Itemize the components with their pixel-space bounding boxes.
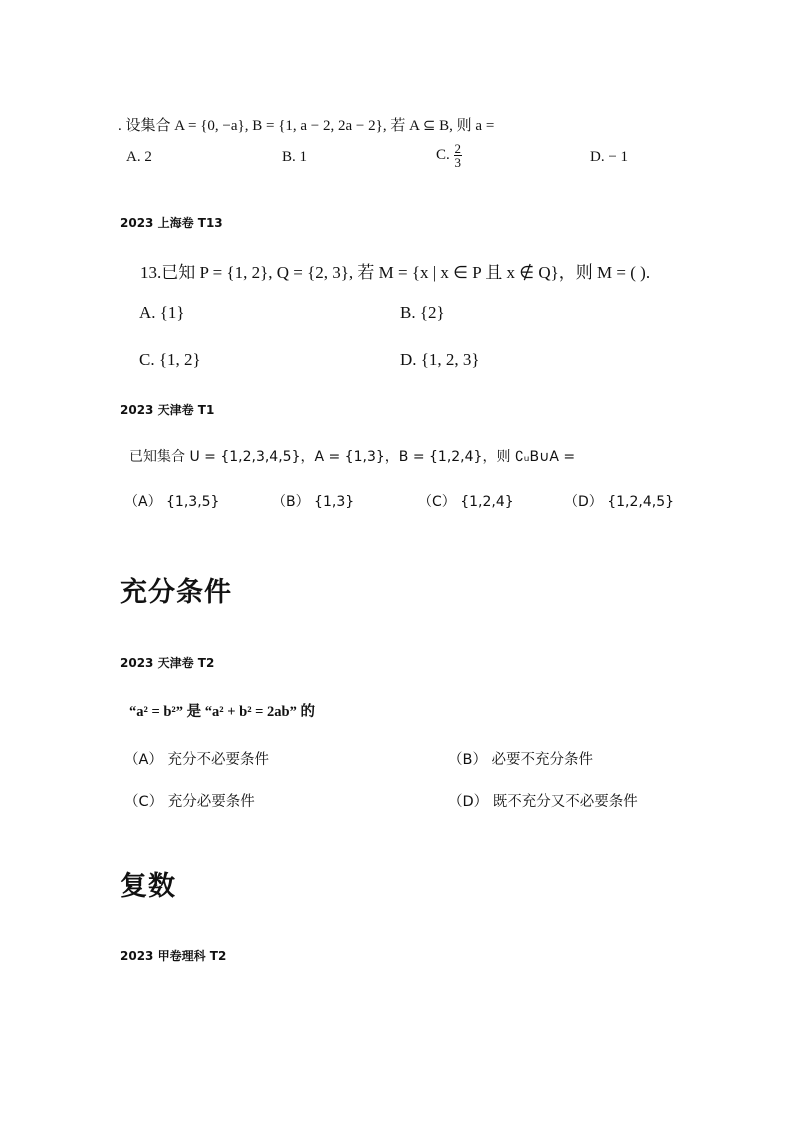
option-d: D. {1, 2, 3} <box>400 350 480 369</box>
option-b: B. {2} <box>400 303 445 322</box>
section-title: 复数 <box>120 871 176 902</box>
question-stem: 13.已知 P = {1, 2}, Q = {2, 3}, 若 M = {x | x ∈ P 且 x ∉ Q}，则 M = ( ). <box>140 263 651 282</box>
section-label: 2023 上海卷 T13 <box>120 216 223 230</box>
option-a: A. {1} <box>139 303 185 322</box>
question-stem: 已知集合 U = {1,2,3,4,5}，A = {1,3}，B = {1,2,4}，则 ∁ᵤB∪A = <box>129 449 576 465</box>
option-b: B. 1 <box>282 149 308 165</box>
option-a: （A） 充分不必要条件 <box>124 752 270 768</box>
fraction-denominator: 3 <box>454 155 462 170</box>
option-c: C. {1, 2} <box>139 350 201 369</box>
option-a: A. 2 <box>126 149 152 165</box>
section-title: 充分条件 <box>120 577 232 608</box>
question-stem: . 设集合 A = {0, −a}, B = {1, a − 2, 2a − 2}, 若 A ⊆ B, 则 a = <box>118 118 495 134</box>
option-d: （D） 既不充分又不必要条件 <box>448 794 638 810</box>
option-c-prefix: C. <box>436 146 450 163</box>
question-stem: “a² = b²” 是 “a² + b² = 2ab” 的 <box>129 704 315 720</box>
option-d: （D） {1,2,4,5} <box>564 494 675 510</box>
option-c: （C） 充分必要条件 <box>124 794 255 810</box>
option-b: （B） 必要不充分条件 <box>448 752 594 768</box>
section-label: 2023 天津卷 T1 <box>120 403 215 417</box>
fraction <box>454 142 463 169</box>
section-label: 2023 甲卷理科 T2 <box>120 949 227 963</box>
option-b: （B） {1,3} <box>272 494 355 510</box>
fraction-numerator: 2 <box>454 141 462 156</box>
section-label: 2023 天津卷 T2 <box>120 656 215 670</box>
option-a: （A） {1,3,5} <box>124 494 220 510</box>
option-c: （C） {1,2,4} <box>418 494 514 510</box>
option-d: D. − 1 <box>590 149 629 165</box>
option-c <box>436 142 462 169</box>
